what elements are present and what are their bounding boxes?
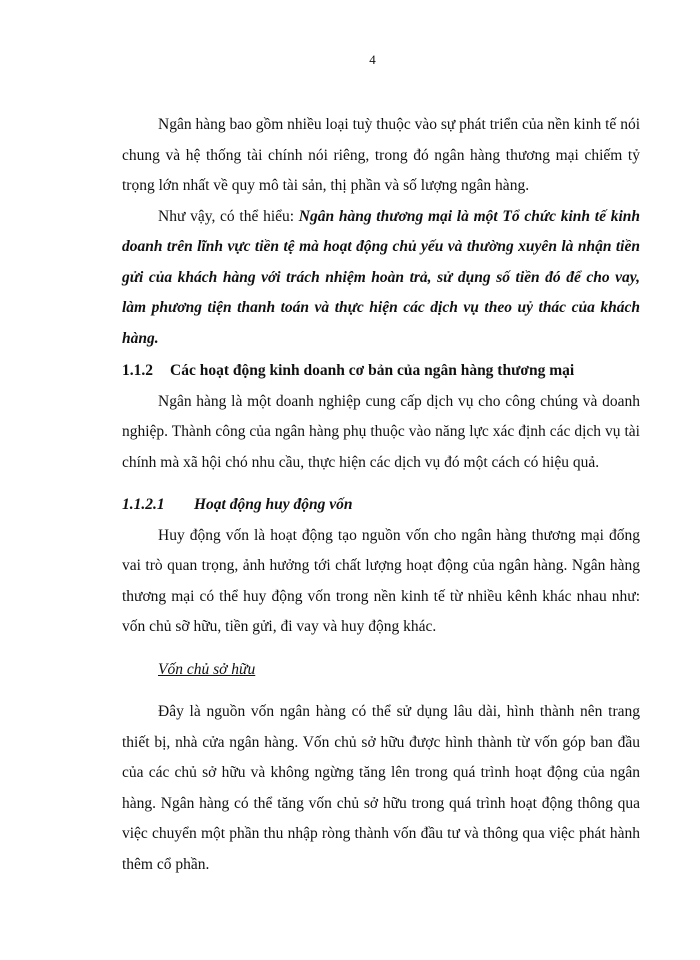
section-heading-1-1-2-1	[122, 490, 640, 521]
subheading-equity: Vốn chủ sở hữu	[158, 660, 256, 678]
section-title: Các hoạt động kinh doanh cơ bản của ngân hàng thương mại	[170, 362, 575, 379]
definition-lead: Như vậy, có thể hiểu:	[158, 207, 299, 225]
page-number: 4	[369, 52, 376, 67]
section-number: 1.1.2	[122, 362, 153, 379]
definition-text: Ngân hàng thương mại là một Tổ chức kinh tế kinh doanh trên lĩnh vực tiền tệ mà hoạt động chủ yếu và thường xuyên là nhận tiền gửi của khách hàng với trách nhiệm hoàn trả, sử dụng số tiền đó để cho vay, làm phương tiện thanh toán và thực hiện các dịch vụ theo uỷ thác của khách hàng.	[122, 207, 640, 347]
subsection-number: 1.1.2.1	[122, 496, 165, 513]
paragraph-equity: Đây là nguồn vốn ngân hàng có thể sử dụng lâu dài, hình thành nên trang thiết bị, nhà cửa ngân hàng. Vốn chủ sở hữu được hình thành từ vốn góp ban đầu của các chủ sở hữu và không ngừng tăng lên trong quá trình hoạt động của ngân hàng. Ngân hàng có thể tăng vốn chủ sở hữu trong quá trình hoạt động thông qua việc chuyển một phần thu nhập ròng thành vốn đầu tư và thông qua việc phát hành thêm cổ phần.	[122, 703, 640, 873]
section-heading-1-1-2	[122, 356, 640, 387]
paragraph-capital-mobilization: Huy động vốn là hoạt động tạo nguồn vốn cho ngân hàng thương mại đống vai trò quan trọng, ảnh hưởng tới chất lượng hoạt động của ngân hàng. Ngân hàng thương mại có thể huy động vốn trong nền kinh tế từ nhiều kênh khác nhau như: vốn chủ sỡ hữu, tiền gửi, đi vay và huy động khác.	[122, 526, 640, 635]
paragraph-definition	[122, 202, 640, 355]
page-content	[122, 110, 640, 880]
subsection-title: Hoạt động huy động vốn	[194, 496, 353, 513]
paragraph-bank-services: Ngân hàng là một doanh nghiệp cung cấp dịch vụ cho công chúng và doanh nghiệp. Thành công của ngân hàng phụ thuộc vào năng lực xác định các dịch vụ tài chính mà xã hội chó nhu cầu, thực hiện các dịch vụ đó một cách có hiệu quả.	[122, 392, 640, 471]
paragraph-bank-types: Ngân hàng bao gồm nhiều loại tuỳ thuộc vào sự phát triển của nền kinh tế nói chung và hệ thống tài chính nói riêng, trong đó ngân hàng thương mại chiếm tỷ trọng lớn nhất về quy mô tài sản, thị phần và số lượng ngân hàng.	[122, 116, 640, 194]
